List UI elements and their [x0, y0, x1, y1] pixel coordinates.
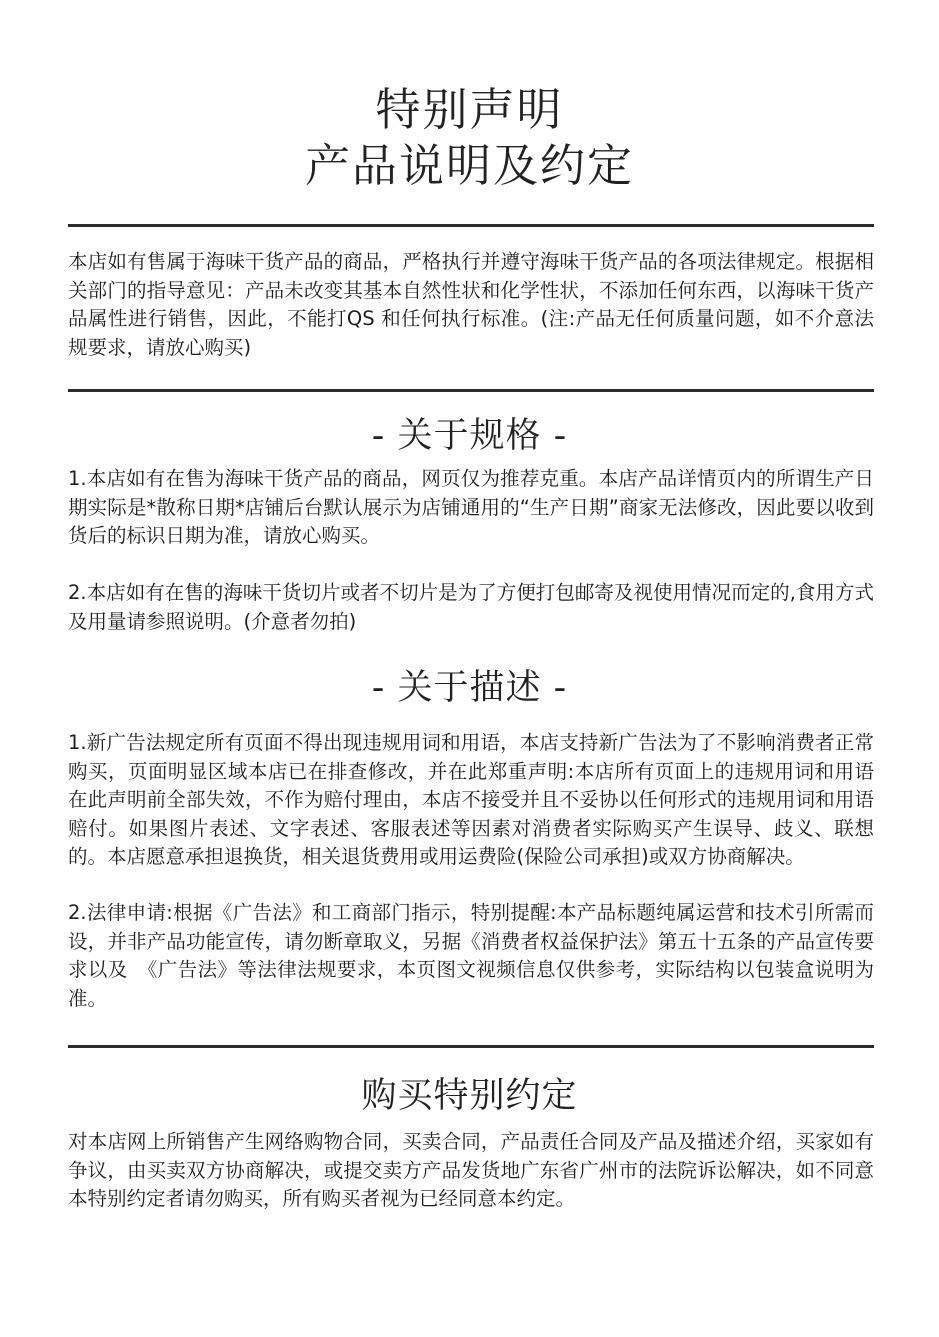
- page-title-line-1: 特别声明: [375, 83, 564, 136]
- description-section-heading: - 关于描述 -: [371, 668, 568, 708]
- page-title-line-2: 产品说明及约定: [304, 139, 634, 192]
- description-paragraph-1: 1.新广告法规定所有页面不得出现违规用词和用语，本店支持新广告法为了不影响消费者正常购买，页面明显区域本店已在排查修改，并在此郑重声明:本店所有页面上的违规用词和用语在此声明前全部失效，不作为赔付理由，本店不接受并且不妥协以任何形式的违规用词和用语赔付。如果图片表述、文字表述、客服表述等因素对消费者实际购买产生误导、歧义、联想的。本店愿意承担退换货，相关退货费用或用运费险(保险公司承担)或双方协商解决。: [68, 731, 874, 868]
- intro-paragraph: 本店如有售属于海味干货产品的商品，严格执行并遵守海味干货产品的各项法律规定。根据相关部门的指导意见：产品未改变其基本自然性状和化学性状，不添加任何东西，以海味干货产品属性进行销售，因此，不能打QS 和任何执行标准。(注:产品无任何质量问题，如不介意法规要求，请放心购买): [68, 250, 874, 359]
- purchase-paragraph: 对本店网上所销售产生网络购物合同，买卖合同，产品责任合同及产品及描述介绍，买家如有争议，由买卖双方协商解决，或提交卖方产品发货地广东省广州市的法院诉讼解决，如不同意本特别约定者请勿购买，所有购买者视为已经同意本约定。: [68, 1130, 874, 1210]
- spec-paragraph-1: 1.本店如有在售为海味干货产品的商品，网页仅为推荐克重。本店产品详情页内的所谓生产日期实际是*散称日期*店铺后台默认展示为店铺通用的“生产日期”商家无法修改，因此要以收到货后的标识日期为准，请放心购买。: [68, 467, 874, 547]
- description-paragraph-2: 2.法律申请:根据《广告法》和工商部门指示，特别提醒:本产品标题纯属运营和技术引所需而设，并非产品功能宣传，请勿断章取义，另据《消费者权益保护法》第五十五条的产品宣传要求以及 《广告法》等法律法规要求，本页图文视频信息仅供参考，实际结构以包装盒说明为准。: [68, 901, 874, 1010]
- divider-bottom: [68, 1045, 874, 1048]
- spec-section-heading: - 关于规格 -: [371, 416, 568, 456]
- divider-middle: [68, 389, 874, 392]
- purchase-section-heading: 购买特别约定: [361, 1076, 578, 1116]
- divider-top: [68, 224, 874, 227]
- spec-paragraph-2: 2.本店如有在售的海味干货切片或者不切片是为了方便打包邮寄及视使用情况而定的,食用方式及用量请参照说明。(介意者勿拍): [68, 581, 874, 633]
